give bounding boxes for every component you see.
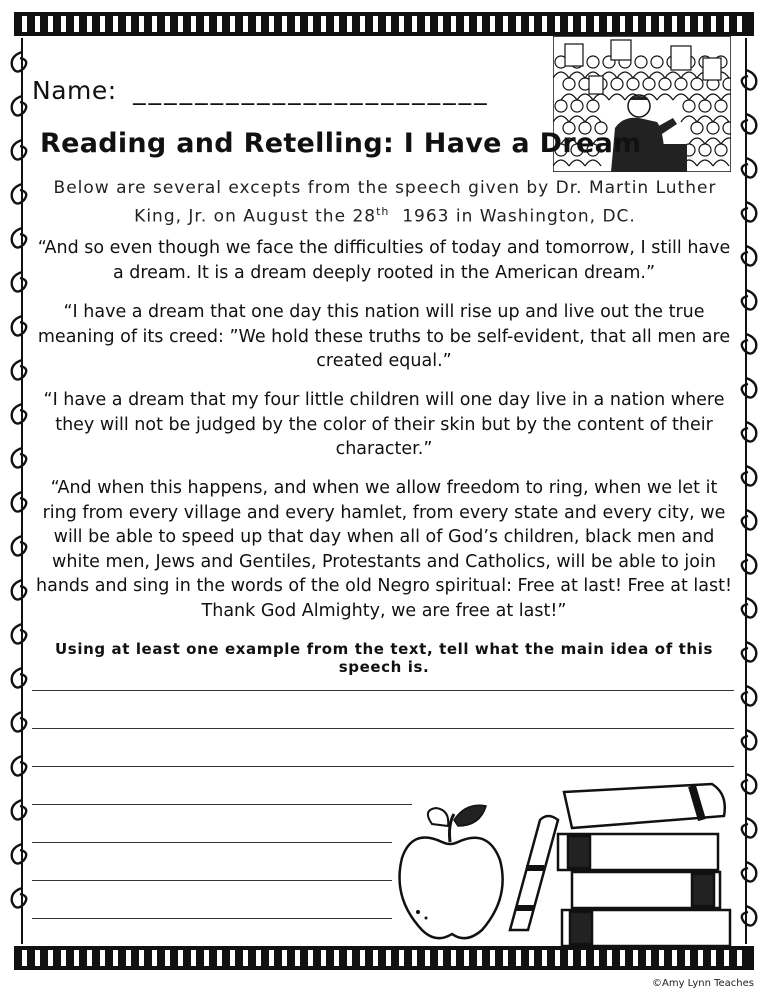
quote-3: “I have a dream that my four little children will one day live in a nation where they will not be judged by the color of their skin but by the content of their character.” xyxy=(43,390,725,459)
name-blank-line[interactable]: _______________________ xyxy=(133,76,490,105)
name-field[interactable] xyxy=(32,76,490,105)
border-top-strip xyxy=(14,12,754,36)
writing-prompt: Using at least one example from the text, tell what the main idea of this speech is. xyxy=(55,640,713,676)
answer-line[interactable] xyxy=(32,918,392,919)
worksheet-title: Reading and Retelling: I Have a Dream xyxy=(40,128,642,159)
answer-line[interactable] xyxy=(32,728,734,729)
name-label: Name: xyxy=(32,76,117,105)
copyright-text: ©Amy Lynn Teaches xyxy=(652,978,754,989)
quote-1: “And so even though we face the difficulties of today and tomorrow, I still have a dream. It is a dream deeply rooted in the American dream.” xyxy=(37,238,731,283)
answer-line[interactable] xyxy=(32,690,734,691)
intro-part1: Below are several excepts from the speech given by Dr. Martin Luther King, Jr. on August the 28 xyxy=(53,178,717,227)
answer-line[interactable] xyxy=(32,880,392,881)
books-stack-icon xyxy=(510,784,730,946)
intro-part2: 1963 in Washington, DC. xyxy=(402,206,636,227)
answer-line[interactable] xyxy=(32,804,412,805)
answer-line[interactable] xyxy=(32,766,734,767)
answer-line[interactable] xyxy=(32,842,392,843)
apple-icon xyxy=(400,805,503,938)
apple-and-books-illustration xyxy=(392,780,738,950)
intro-text xyxy=(40,176,730,229)
quote-4: “And when this happens, and when we allow freedom to ring, when we let it ring from every village and every hamlet, from every state and every city, we will be able to speed up that day when all of God’s children, black men and white men, Jews and Gentiles, Protestants and Catholics, will be able to join hands and sing in the words of the old Negro spiritual: Free at last! Free at last! Thank God Almighty, we are free at last!” xyxy=(36,478,732,621)
intro-superscript: th xyxy=(376,205,390,218)
quote-2: “I have a dream that one day this nation will rise up and live out the true meaning of its creed: ”We hold these truths to be self-evident, that all men are created equal.” xyxy=(37,302,731,371)
